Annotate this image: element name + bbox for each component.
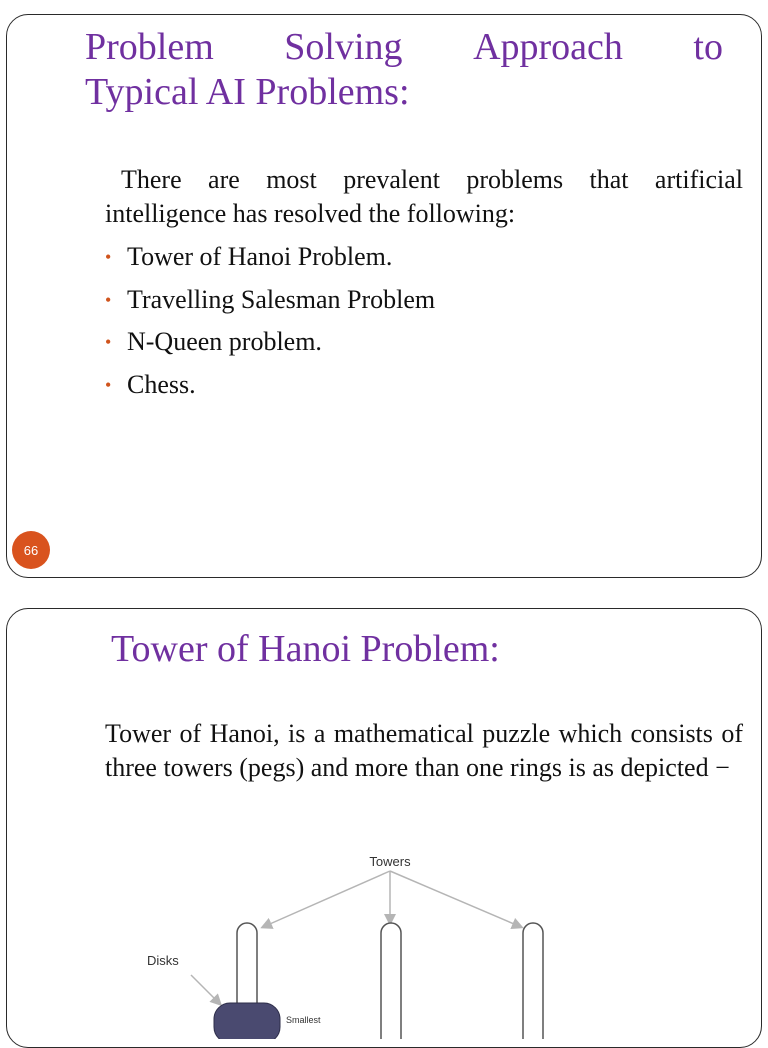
bullet-icon: •	[105, 374, 112, 395]
slide-title	[85, 25, 723, 115]
body-paragraph: Tower of Hanoi, is a mathematical puzzle which consists of three towers (pegs) and more than one rings is as depicted −	[105, 719, 743, 782]
page-number-badge: 66	[12, 531, 50, 569]
title-word: Approach	[473, 26, 623, 68]
problem-list	[105, 239, 435, 409]
bullet-icon: •	[105, 247, 112, 267]
list-item-label: Chess.	[127, 369, 196, 399]
slide-67	[6, 608, 762, 1048]
slide-title: Tower of Hanoi Problem:	[111, 628, 500, 670]
arrow-to-disk	[191, 975, 220, 1004]
bullet-icon: •	[105, 332, 112, 352]
disks-label: Disks	[147, 953, 179, 968]
list-item	[105, 282, 435, 325]
title-word: Problem	[85, 26, 214, 68]
disk-smallest	[214, 1003, 280, 1039]
list-item	[105, 239, 435, 282]
slide-66	[6, 14, 762, 578]
arrow-to-tower-1	[263, 871, 390, 927]
title-word: to	[693, 26, 723, 68]
list-item-label: Tower of Hanoi Problem.	[127, 242, 393, 271]
bullet-icon: •	[105, 289, 112, 310]
title-line-2: Typical AI Problems:	[85, 71, 410, 113]
arrow-to-tower-3	[390, 871, 521, 927]
tower-of-hanoi-diagram	[107, 839, 627, 1039]
list-item-label: Travelling Salesman Problem	[127, 284, 436, 314]
list-item	[105, 324, 435, 367]
intro-paragraph: There are most prevalent problems that artificial intelligence has resolved the following:	[105, 165, 743, 228]
tower-peg-2	[381, 923, 401, 1039]
title-line-1	[85, 25, 723, 70]
list-item-label: N-Queen problem.	[127, 327, 322, 356]
title-word: Solving	[284, 26, 403, 68]
smallest-label: Smallest	[286, 1015, 321, 1025]
towers-label: Towers	[369, 854, 411, 869]
tower-peg-3	[523, 923, 543, 1039]
list-item	[105, 367, 435, 410]
